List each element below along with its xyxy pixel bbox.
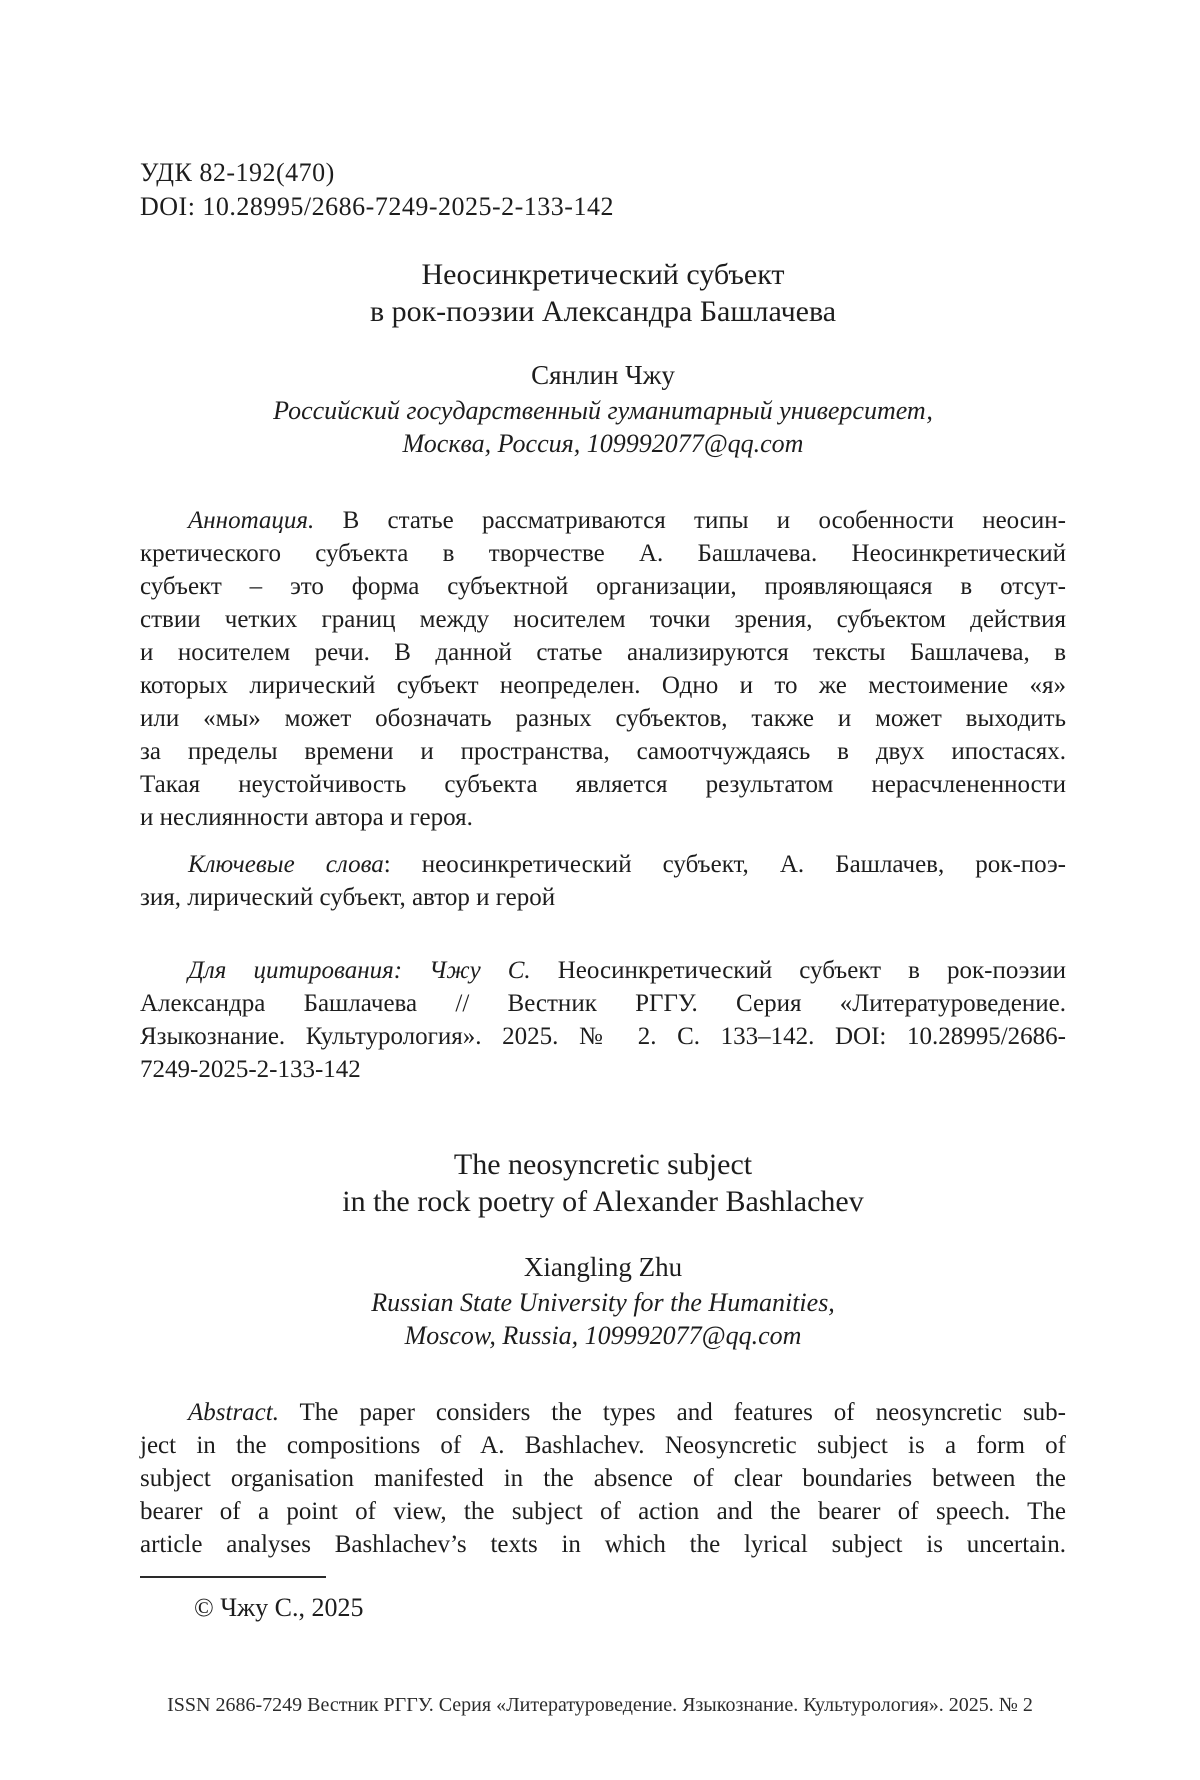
abstract-line: ject in the compositions of A. Bashlachev. Neosyncretic subject is a form of	[140, 1432, 1066, 1459]
keywords-line: зия, лирический субъект, автор и герой	[140, 884, 556, 911]
udc-line: УДК 82-192(470)	[140, 158, 335, 187]
abstract-line: Такая неустойчивость субъекта является результатом нерасчлененности	[140, 771, 1066, 798]
abstract-en	[140, 1396, 1066, 1561]
affiliation-line: Moscow, Russia, 109992077@qq.com	[404, 1321, 802, 1350]
abstract-line: за пределы времени и пространства, самоотчуждаясь в двух ипостасях.	[140, 738, 1066, 765]
affiliation-ru	[140, 394, 1066, 460]
author-name-en: Xiangling Zhu	[523, 1252, 683, 1282]
affiliation-en	[140, 1286, 1066, 1352]
abstract-ru	[140, 504, 1066, 834]
article-first-page	[140, 0, 1066, 1624]
keywords-text: : неосинкретический субъект, А. Башлачев, рок-поэ-	[383, 851, 1067, 878]
citation-line: 7249-2025-2-133-142	[140, 1056, 361, 1083]
article-title-en	[140, 1146, 1066, 1220]
abstract-line: bearer of a point of view, the subject of action and the bearer of speech. The	[140, 1498, 1066, 1525]
title-line: in the rock poetry of Alexander Bashlachev	[342, 1185, 864, 1218]
citation-line: Языкознание. Культурология». 2025. № 2. С. 133–142. DOI: 10.28995/2686-	[140, 1023, 1066, 1050]
page-footer	[0, 1692, 1200, 1718]
abstract-line: article analyses Bashlachev’s texts in which the lyrical subject is uncertain.	[140, 1531, 1066, 1558]
abstract-label-en: Abstract.	[188, 1399, 279, 1426]
abstract-line: subject organisation manifested in the absence of clear boundaries between the	[140, 1465, 1066, 1492]
title-line: Неосинкретический субъект	[421, 258, 785, 291]
title-line: в рок-поэзии Александра Башлачева	[369, 295, 837, 328]
author-name-ru: Сянлин Чжу	[531, 360, 675, 390]
citation-text: Неосинкретический субъект в рок-поэзии	[530, 957, 1066, 984]
article-meta	[140, 0, 1066, 224]
abstract-line: субъект – это форма субъектной организации, проявляющаяся в отсут-	[140, 573, 1066, 600]
abstract-line: и носителем речи. В данной статье анализируются тексты Башлачева, в	[140, 639, 1066, 666]
doi-line: DOI: 10.28995/2686-7249-2025-2-133-142	[140, 192, 614, 221]
keywords-ru	[140, 848, 1066, 914]
title-line: The neosyncretic subject	[453, 1148, 753, 1181]
citation-line	[140, 954, 1066, 987]
citation-label-ru: Для цитирования: Чжу С.	[188, 957, 531, 984]
abstract-line: ствии четких границ между носителем точки зрения, субъектом действия	[140, 606, 1066, 633]
keywords-line	[140, 848, 1066, 881]
footnote-divider	[140, 1576, 326, 1578]
abstract-line: и неслиянности автора и героя.	[140, 804, 473, 831]
keywords-label-ru: Ключевые слова	[188, 851, 384, 878]
affiliation-line: Российский государственный гуманитарный университет,	[273, 396, 933, 425]
copyright-line: © Чжу С., 2025	[194, 1593, 364, 1622]
abstract-line: кретического субъекта в творчестве А. Башлачева. Неосинкретический	[140, 540, 1066, 567]
citation-line: Александра Башлачева // Вестник РГГУ. Серия «Литературоведение.	[140, 990, 1066, 1017]
abstract-text: The paper considers the types and features of neosyncretic sub-	[278, 1399, 1066, 1426]
abstract-line	[140, 504, 1066, 537]
affiliation-line: Москва, Россия, 109992077@qq.com	[402, 429, 804, 458]
article-title-ru	[140, 256, 1066, 330]
abstract-label-ru: Аннотация.	[188, 507, 315, 534]
issn-journal-line: ISSN 2686-7249 Вестник РГГУ. Серия «Литературоведение. Языкознание. Культурология». 2025. № 2	[167, 1694, 1033, 1716]
abstract-line: которых лирический субъект неопределен. Одно и то же местоимение «я»	[140, 672, 1066, 699]
affiliation-line: Russian State University for the Humanities,	[371, 1288, 835, 1317]
abstract-text: В статье рассматриваются типы и особенности неосин-	[314, 507, 1066, 534]
abstract-line	[140, 1396, 1066, 1429]
abstract-line: или «мы» может обозначать разных субъектов, также и может выходить	[140, 705, 1066, 732]
citation-ru	[140, 954, 1066, 1086]
